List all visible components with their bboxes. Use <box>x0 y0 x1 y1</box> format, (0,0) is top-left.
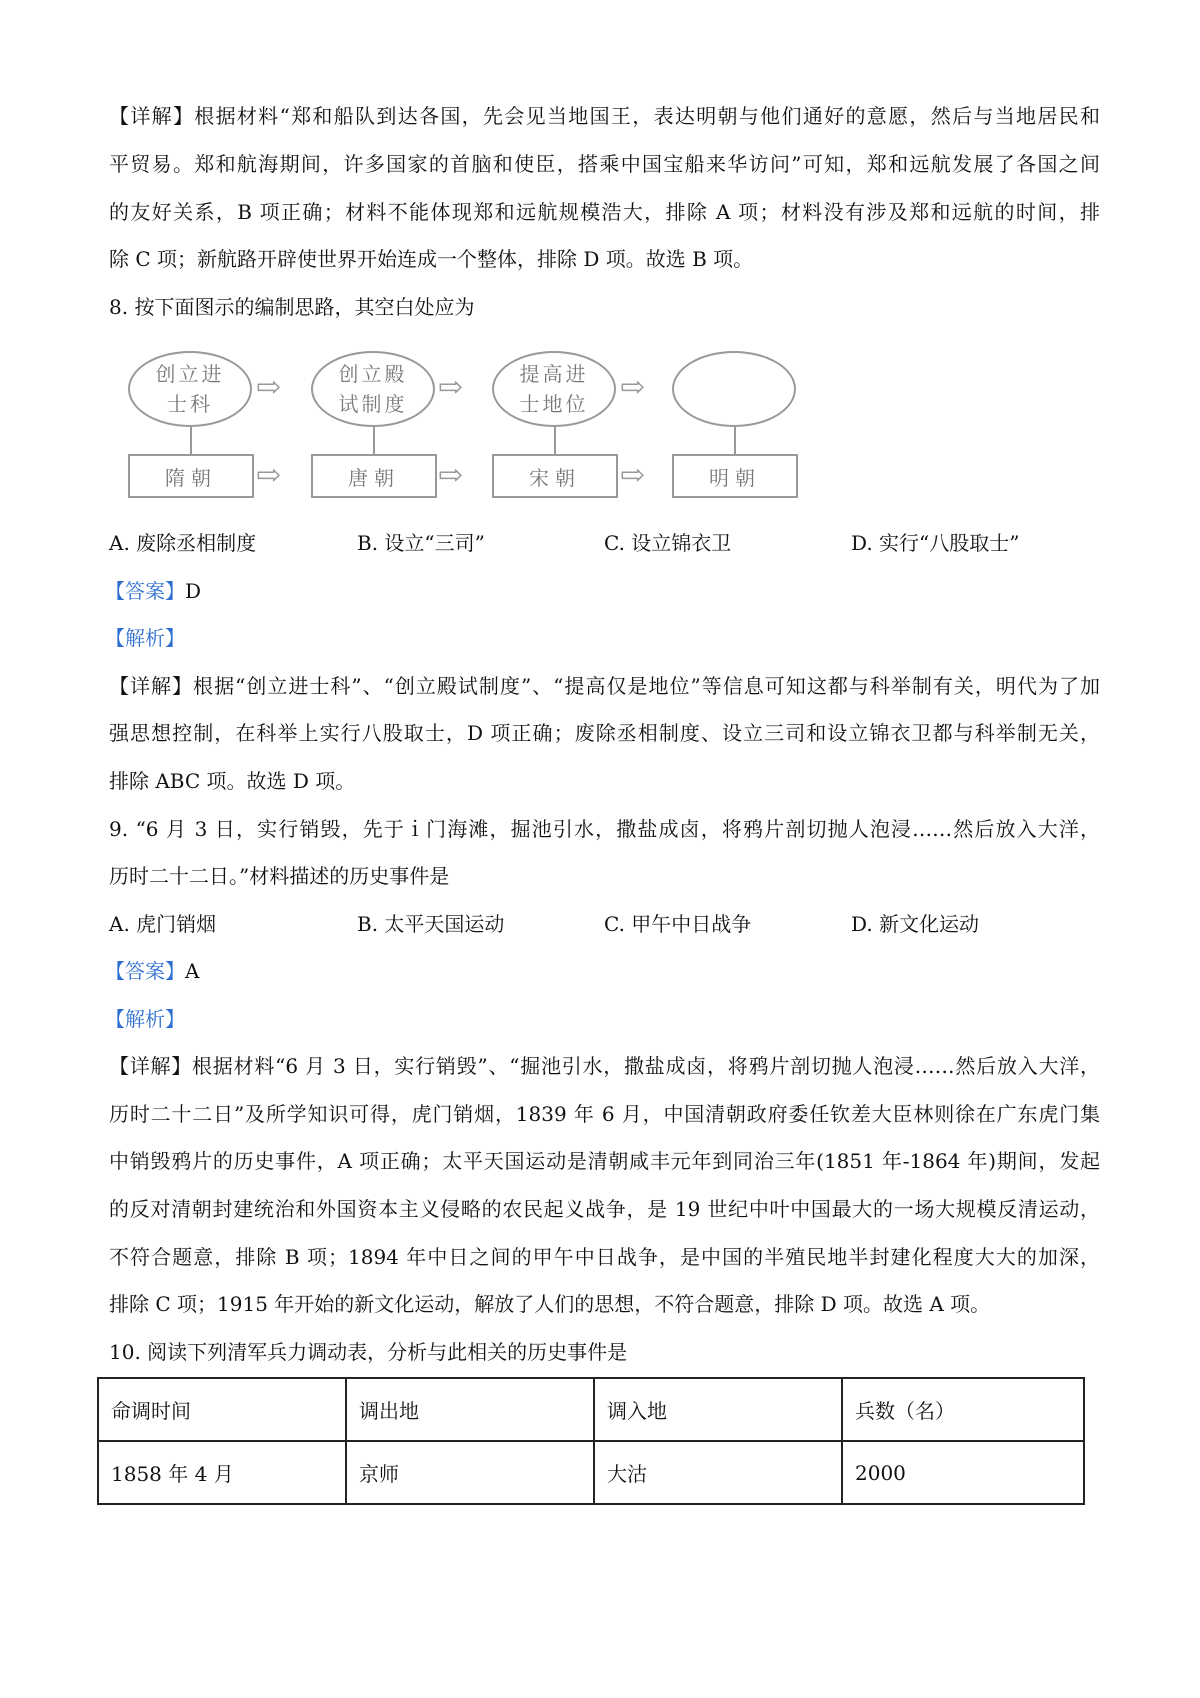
option-c: C. 设立锦衣卫 <box>604 531 732 555</box>
diagram-box: 宋朝 <box>492 454 618 498</box>
arrow-icon: ⇨ <box>620 458 646 493</box>
q9-detail-line: 中销毁鸦片的历史事件，A 项正确；太平天国运动是清朝咸丰元年到同治三年(1851 年-1864 年)期间，发起 <box>109 1149 1100 1173</box>
option-d: D. 新文化运动 <box>851 912 980 936</box>
analysis-label: 【解析】 <box>105 626 185 650</box>
q9-detail-line: 历时二十二日”及所学知识可得，虎门销烟，1839 年 6 月，中国清朝政府委任钦差大臣林则徐在广东虎门集 <box>109 1102 1100 1126</box>
diagram-blank-ellipse <box>672 351 796 427</box>
table-cell: 大沽 <box>594 1441 842 1504</box>
option-c: C. 甲午中日战争 <box>604 912 752 936</box>
arrow-icon: ⇨ <box>256 370 282 405</box>
table-cell: 2000 <box>842 1441 1084 1504</box>
answer-value: D <box>185 579 202 603</box>
q7-detail-line: 的友好关系，B 项正确；材料不能体现郑和远航规模浩大，排除 A 项；材料没有涉及郑和远航的时间，排 <box>109 200 1100 224</box>
answer-line <box>105 958 1096 984</box>
diagram-ellipse: 创立殿试制度 <box>311 351 435 427</box>
troop-table <box>97 1377 1085 1505</box>
q9-detail-line: 排除 C 项；1915 年开始的新文化运动，解放了人们的思想，不符合题意，排除 D 项。故选 A 项。 <box>109 1292 991 1316</box>
q8-detail-line: 强思想控制，在科举上实行八股取士，D 项正确；废除丞相制度、设立三司和设立锦衣卫都与科举制无关， <box>109 721 1100 745</box>
q7-detail-line: 【详解】根据材料“郑和船队到达各国，先会见当地国王，表达明朝与他们通好的意愿，然后与当地居民和 <box>109 104 1100 128</box>
q8-detail-line: 排除 ABC 项。故选 D 项。 <box>109 769 356 793</box>
q8-detail-line: 【详解】根据“创立进士科”、“创立殿试制度”、“提高仅是地位”等信息可知这都与科举制有关，明代为了加 <box>109 674 1100 698</box>
option-b: B. 设立“三司” <box>357 531 485 555</box>
table-header-row <box>98 1378 1084 1441</box>
table-cell: 1858 年 4 月 <box>98 1441 346 1504</box>
option-d: D. 实行“八股取士” <box>851 531 1020 555</box>
q10-stem: 10. 阅读下列清军兵力调动表，分析与此相关的历史事件是 <box>109 1340 628 1364</box>
option-a: A. 虎门销烟 <box>109 912 217 936</box>
table-header-cell: 调出地 <box>346 1378 594 1441</box>
analysis-label: 【解析】 <box>105 1007 185 1031</box>
q8-stem: 8. 按下面图示的编制思路，其空白处应为 <box>109 295 475 319</box>
q9-stem-line: 历时二十二日。”材料描述的历史事件是 <box>109 864 450 888</box>
arrow-icon: ⇨ <box>620 370 646 405</box>
q7-detail-line: 除 C 项；新航路开辟使世界开始连成一个整体，排除 D 项。故选 B 项。 <box>109 247 754 271</box>
option-b: B. 太平天国运动 <box>357 912 505 936</box>
q9-detail-line: 的反对清朝封建统治和外国资本主义侵略的农民起义战争，是 19 世纪中叶中国最大的一场大规模反清运动， <box>109 1197 1100 1221</box>
answer-value: A <box>185 959 200 983</box>
diagram-ellipse: 提高进士地位 <box>492 351 616 427</box>
q9-stem-line: 9. “6 月 3 日，实行销毁，先于ｉ门海滩，掘池引水，撒盐成卤，将鸦片剖切抛人泡浸……然后放入大洋， <box>109 817 1100 841</box>
diagram-box: 明朝 <box>672 454 798 498</box>
table-header-cell: 兵数（名） <box>842 1378 1084 1441</box>
table-header-cell: 调入地 <box>594 1378 842 1441</box>
arrow-icon: ⇨ <box>256 458 282 493</box>
diagram-ellipse: 创立进士科 <box>128 351 252 427</box>
table-cell: 京师 <box>346 1441 594 1504</box>
answer-line <box>105 578 1096 604</box>
table-header-cell: 命调时间 <box>98 1378 346 1441</box>
answer-label: 【答案】 <box>105 959 185 983</box>
table-row <box>98 1441 1084 1504</box>
answer-label: 【答案】 <box>105 579 185 603</box>
q7-detail-line: 平贸易。郑和航海期间，许多国家的首脑和使臣，搭乘中国宝船来华访问”可知，郑和远航发展了各国之间 <box>109 152 1100 176</box>
q9-detail-line: 【详解】根据材料“6 月 3 日，实行销毁”、“掘池引水，撒盐成卤，将鸦片剖切抛人泡浸……然后放入大洋， <box>109 1054 1100 1078</box>
diagram-box: 隋朝 <box>128 454 254 498</box>
option-a: A. 废除丞相制度 <box>109 531 257 555</box>
arrow-icon: ⇨ <box>438 370 464 405</box>
q9-detail-line: 不符合题意，排除 B 项；1894 年中日之间的甲午中日战争，是中国的半殖民地半封建化程度大大的加深， <box>109 1245 1100 1269</box>
arrow-icon: ⇨ <box>438 458 464 493</box>
diagram-box: 唐朝 <box>311 454 437 498</box>
